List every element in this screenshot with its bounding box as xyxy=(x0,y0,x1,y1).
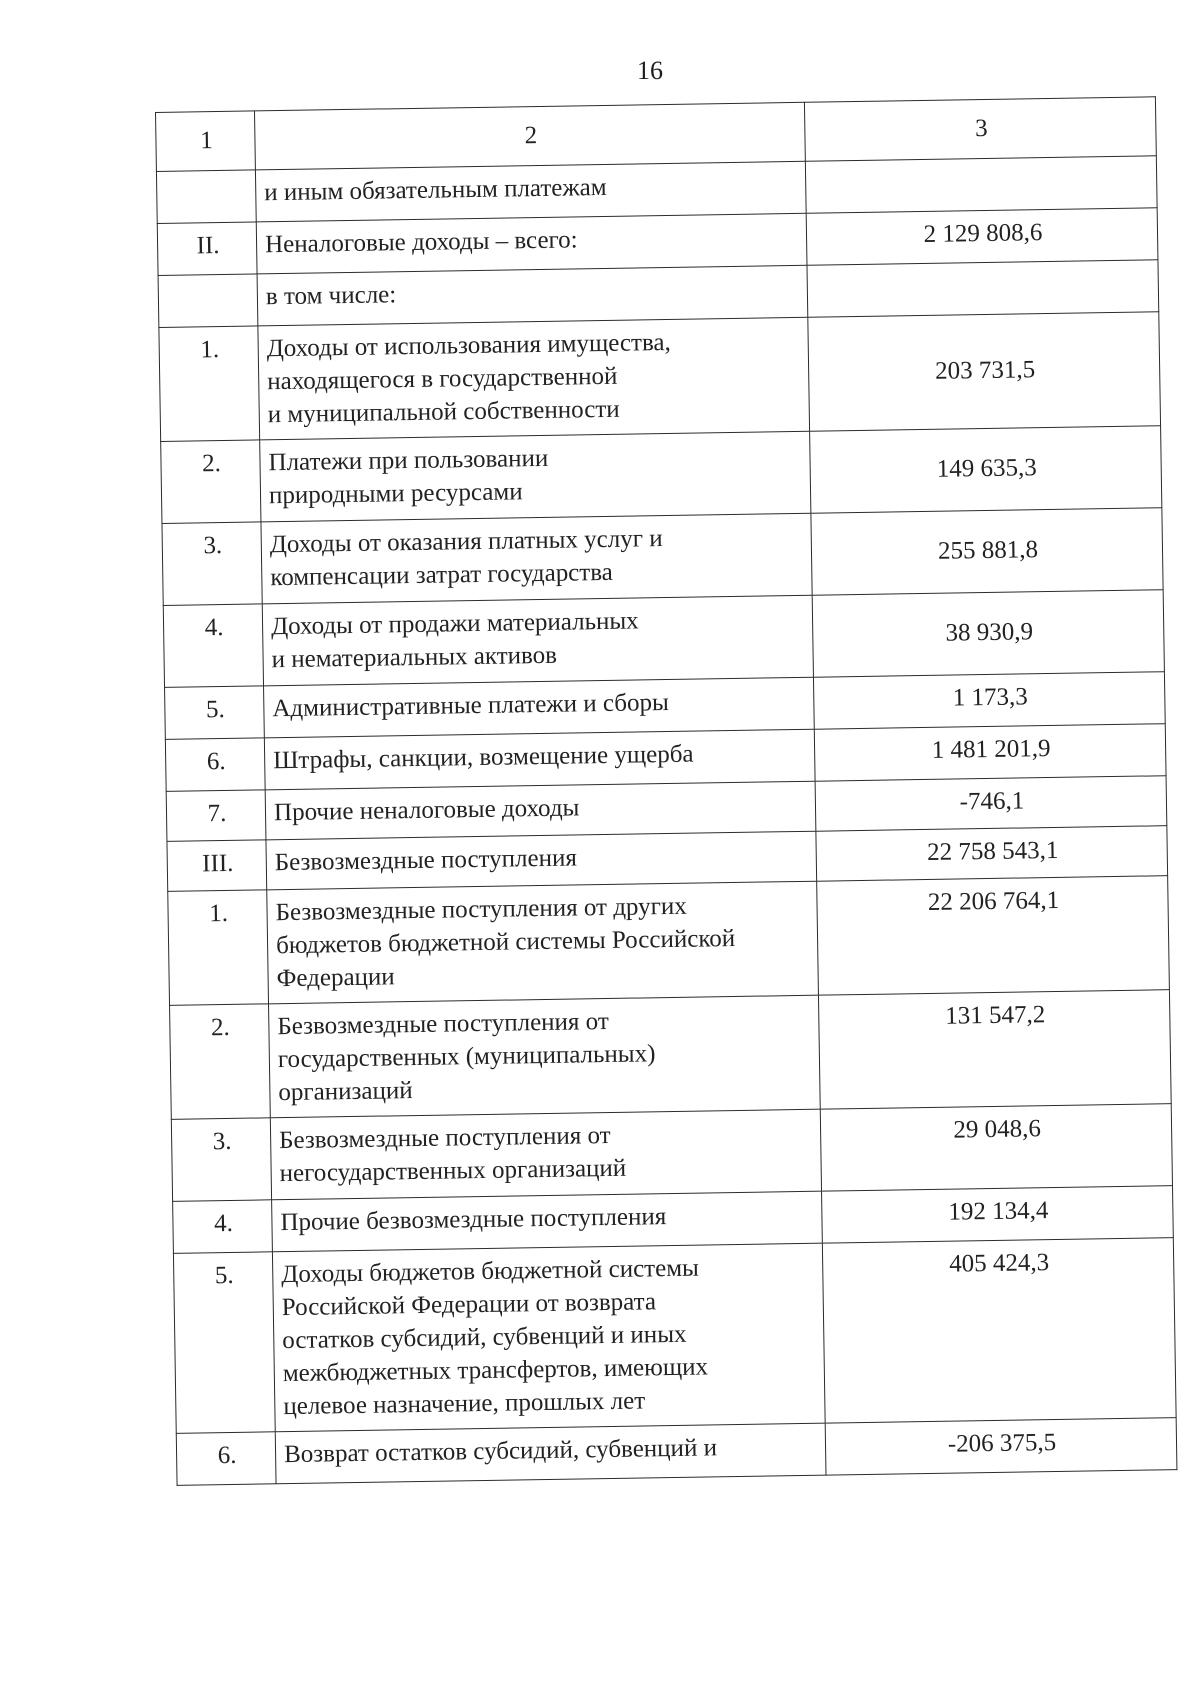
table-row xyxy=(162,508,1163,606)
table-row xyxy=(173,1238,1176,1434)
row-value: 255 881,8 xyxy=(811,508,1163,596)
column-header-2: 2 xyxy=(254,102,805,170)
row-description: Прочие безвозмездные поступления xyxy=(272,1191,823,1252)
row-number: 3. xyxy=(162,522,262,606)
row-description: Штрафы, санкции, возмещение ущерба xyxy=(264,729,815,790)
row-description: Платежи при пользовании природными ресурсами xyxy=(260,431,811,522)
row-value: 1 173,3 xyxy=(813,672,1165,730)
table-row xyxy=(171,1104,1172,1202)
row-description: Безвозмездные поступления xyxy=(266,831,817,890)
row-number: 4. xyxy=(163,604,263,688)
row-number: 2. xyxy=(170,1004,271,1120)
column-header-3: 3 xyxy=(804,97,1156,162)
row-number: 2. xyxy=(161,440,261,524)
row-value xyxy=(805,156,1157,214)
table-row xyxy=(168,876,1170,1006)
row-value: 203 731,5 xyxy=(808,312,1161,431)
row-value: -206 375,5 xyxy=(825,1418,1177,1476)
row-number: 1. xyxy=(168,890,269,1006)
row-description: Возврат остатков субсидий, субвенций и xyxy=(275,1423,826,1484)
row-number: 5. xyxy=(165,686,265,740)
row-description: Доходы от оказания платных услуг и компенсации затрат государства xyxy=(261,513,812,604)
row-number: II. xyxy=(157,222,257,276)
row-value: 192 134,4 xyxy=(822,1186,1174,1244)
row-description: в том числе: xyxy=(257,265,808,326)
row-description: Доходы от продажи материальных и нематериальных активов xyxy=(262,595,813,686)
table-row xyxy=(163,590,1164,688)
row-description: и иным обязательным платежам xyxy=(255,161,806,222)
row-description: Неналоговые доходы – всего: xyxy=(256,213,807,274)
row-number xyxy=(158,274,258,328)
row-description: Безвозмездные поступления от других бюджетов бюджетной системы Российской Федерации xyxy=(267,881,819,1004)
column-header-1: 1 xyxy=(156,111,256,172)
row-description: Безвозмездные поступления от негосударственных организаций xyxy=(270,1109,821,1200)
row-number: 6. xyxy=(176,1432,276,1486)
table-row xyxy=(159,312,1161,442)
row-value: -746,1 xyxy=(815,776,1167,832)
row-description: Прочие неналоговые доходы xyxy=(265,781,816,840)
table-row xyxy=(170,990,1172,1120)
row-value: 38 930,9 xyxy=(812,590,1164,678)
row-number: 4. xyxy=(173,1200,273,1254)
row-description: Доходы бюджетов бюджетной системы Российской Федерации от возврата остатков субсидий, субвенций и иных межбюджетных трансфертов, имеющих целевое назначение, прошлых лет xyxy=(272,1243,825,1432)
row-number: III. xyxy=(167,840,267,892)
row-value: 149 635,3 xyxy=(810,426,1162,514)
row-value: 131 547,2 xyxy=(818,990,1171,1109)
row-number: 7. xyxy=(166,790,266,842)
table-row xyxy=(161,426,1162,524)
budget-table-sheet xyxy=(155,96,1176,1486)
row-value: 29 048,6 xyxy=(820,1104,1172,1192)
row-number: 5. xyxy=(173,1252,275,1434)
row-value xyxy=(807,260,1159,318)
row-description: Доходы от использования имущества, находящегося в государственной и муниципальной собственности xyxy=(258,317,810,440)
row-number xyxy=(156,170,256,224)
row-number: 6. xyxy=(165,738,265,792)
row-value: 1 481 201,9 xyxy=(814,724,1166,782)
row-value: 405 424,3 xyxy=(822,1238,1176,1423)
row-number: 3. xyxy=(171,1118,271,1202)
page-number: 16 xyxy=(637,56,663,85)
row-number: 1. xyxy=(159,326,260,442)
row-value: 22 206 764,1 xyxy=(817,876,1170,995)
row-description: Безвозмездные поступления от государственных (муниципальных) организаций xyxy=(269,995,821,1118)
row-value: 22 758 543,1 xyxy=(816,826,1168,882)
row-description: Административные платежи и сборы xyxy=(264,677,815,738)
row-value: 2 129 808,6 xyxy=(806,208,1158,266)
budget-revenue-table xyxy=(155,96,1177,1486)
